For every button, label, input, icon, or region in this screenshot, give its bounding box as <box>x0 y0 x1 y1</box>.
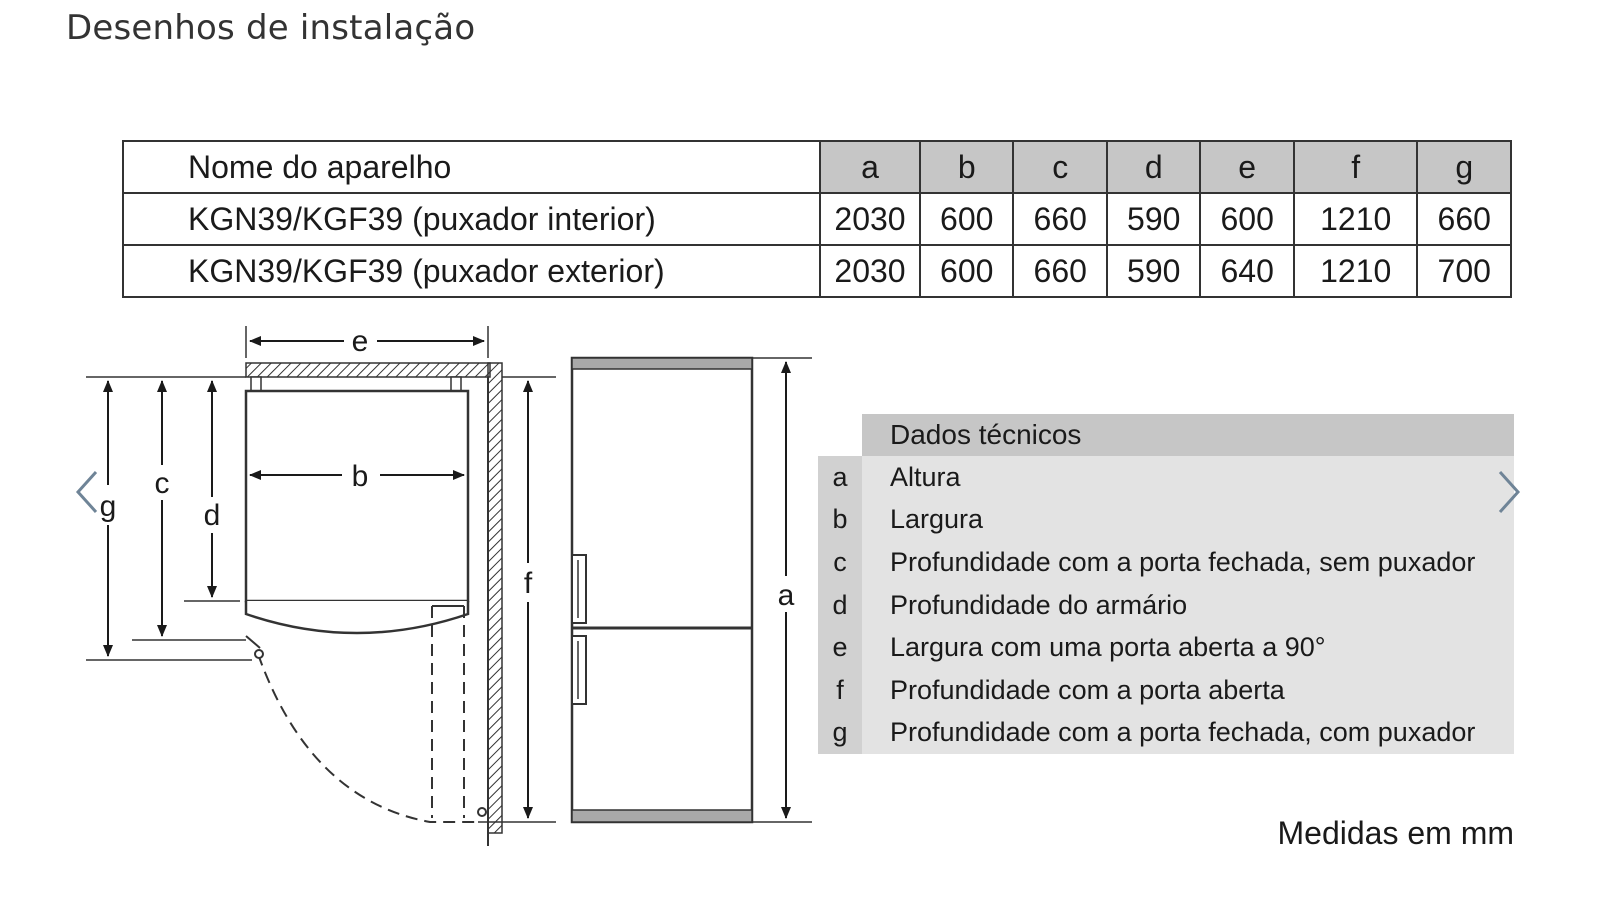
value-cell-f: 1210 <box>1294 193 1418 245</box>
dimension-label-f: f <box>523 567 533 600</box>
appliance-body-side-view <box>572 358 752 822</box>
legend-letter: g <box>818 712 862 755</box>
model-name-cell: KGN39/KGF39 (puxador exterior) <box>123 245 820 297</box>
column-header-c: c <box>1013 141 1106 193</box>
dimension-label-a: a <box>777 579 795 612</box>
handle-stub <box>246 636 260 648</box>
value-cell-b: 600 <box>920 193 1013 245</box>
legend-body <box>818 456 1514 754</box>
list-item <box>818 584 1514 627</box>
list-item <box>818 712 1514 755</box>
upper-handle <box>572 555 586 623</box>
hinge-point <box>478 808 486 816</box>
wall-hatch-top <box>246 363 490 377</box>
dimension-label-d: d <box>203 499 221 532</box>
top-view-diagram <box>86 325 556 846</box>
legend-letter: b <box>818 499 862 542</box>
technical-data-legend <box>818 414 1514 754</box>
value-cell-e: 640 <box>1200 245 1293 297</box>
list-item <box>818 669 1514 712</box>
value-cell-g: 660 <box>1417 193 1511 245</box>
appliance-body-top-view <box>246 391 468 601</box>
column-header-d: d <box>1107 141 1200 193</box>
dimension-label-c: c <box>154 467 170 500</box>
column-header-f: f <box>1294 141 1418 193</box>
previous-image-button[interactable] <box>72 468 102 516</box>
value-cell-c: 660 <box>1013 245 1106 297</box>
lower-handle <box>572 636 586 704</box>
legend-letter: e <box>818 626 862 669</box>
value-cell-a: 2030 <box>820 193 920 245</box>
column-header-g: g <box>1417 141 1511 193</box>
value-cell-a: 2030 <box>820 245 920 297</box>
legend-text: Profundidade com a porta fechada, sem puxador <box>890 546 1476 577</box>
legend-text: Largura <box>890 504 984 535</box>
value-cell-c: 660 <box>1013 193 1106 245</box>
spacer-left <box>251 377 261 391</box>
legend-letter: a <box>818 456 862 499</box>
hinge-point <box>255 650 263 658</box>
column-header-b: b <box>920 141 1013 193</box>
legend-text: Profundidade com a porta aberta <box>890 674 1285 705</box>
column-header-a: a <box>820 141 920 193</box>
value-cell-e: 600 <box>1200 193 1293 245</box>
legend-text: Profundidade do armário <box>890 589 1188 620</box>
legend-text: Altura <box>890 461 961 492</box>
legend-text: Largura com uma porta aberta a 90° <box>890 632 1326 663</box>
base-plinth <box>572 810 752 822</box>
list-item <box>818 541 1514 584</box>
list-item <box>818 626 1514 669</box>
dimension-label-g: g <box>99 490 117 523</box>
spacer-right <box>451 377 461 391</box>
legend-letter: d <box>818 584 862 627</box>
units-note: Medidas em mm <box>1277 815 1514 851</box>
legend-title: Dados técnicos <box>862 414 1514 456</box>
dimension-label-e: e <box>351 325 369 358</box>
side-view-diagram <box>572 358 812 822</box>
model-name-cell: KGN39/KGF39 (puxador interior) <box>123 193 820 245</box>
chevron-left-icon <box>72 468 102 516</box>
value-cell-b: 600 <box>920 245 1013 297</box>
list-item <box>818 499 1514 542</box>
value-cell-d: 590 <box>1107 193 1200 245</box>
column-header-e: e <box>1200 141 1293 193</box>
list-item <box>818 456 1514 499</box>
legend-letter: f <box>818 669 862 712</box>
value-cell-f: 1210 <box>1294 245 1418 297</box>
top-cap <box>572 358 752 369</box>
value-cell-d: 590 <box>1107 245 1200 297</box>
page-title: Desenhos de instalação <box>66 8 476 48</box>
wall-hatch-side <box>488 363 502 833</box>
door-swing-arc <box>258 654 478 822</box>
dimension-label-b: b <box>351 460 369 493</box>
chevron-right-icon <box>1494 468 1524 516</box>
legend-text: Profundidade com a porta fechada, com puxador <box>890 717 1476 748</box>
value-cell-g: 700 <box>1417 245 1511 297</box>
column-header-name: Nome do aparelho <box>123 141 820 193</box>
legend-letter: c <box>818 541 862 584</box>
next-image-button[interactable] <box>1494 468 1524 516</box>
